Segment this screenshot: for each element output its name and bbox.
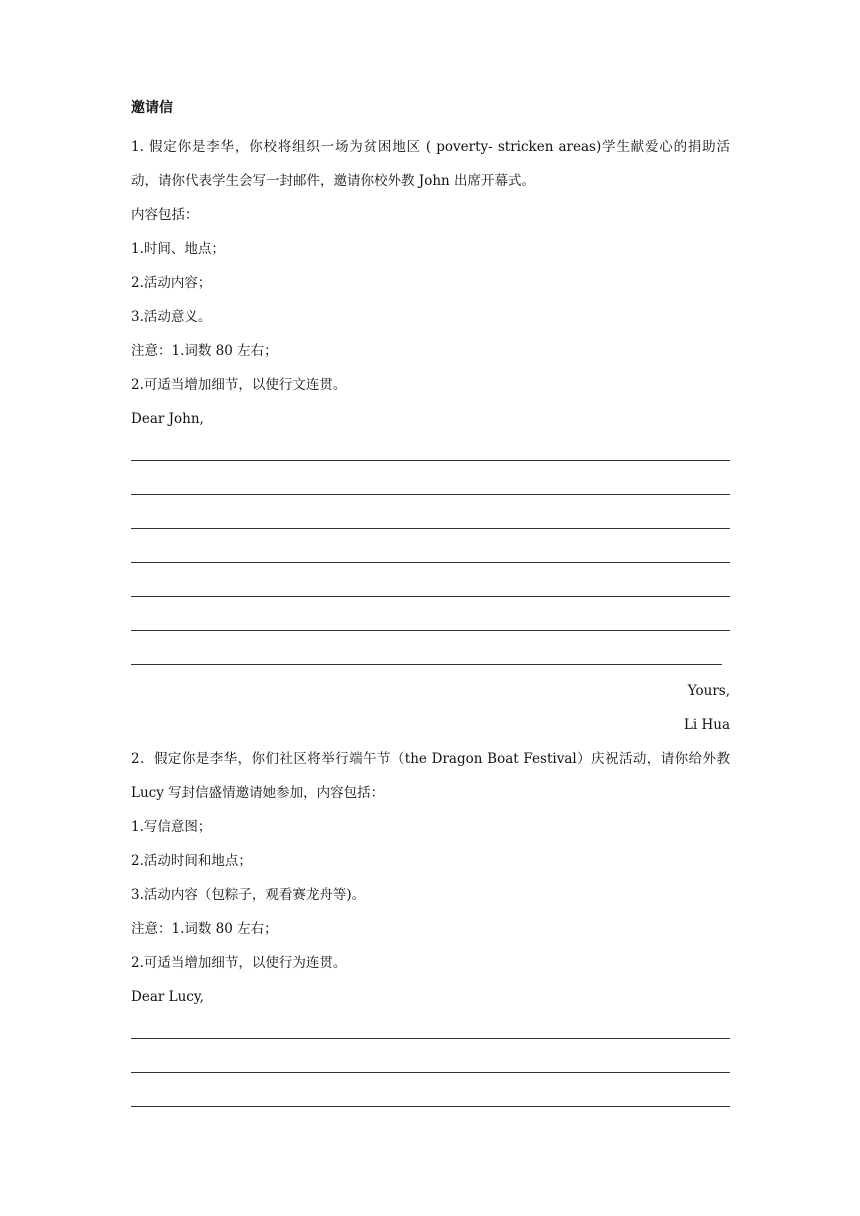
- q2-point-2: 2.活动时间和地点；: [131, 853, 252, 869]
- q2-point-3: 3.活动内容（包粽子，观看赛龙舟等)。: [131, 887, 366, 903]
- q1-signature: Li Hua: [683, 717, 730, 733]
- writing-line[interactable]: [131, 640, 730, 674]
- q1-point-3: 3.活动意义。: [131, 309, 212, 325]
- q1-salutation: Dear John,: [131, 411, 204, 427]
- document-page: [131, 98, 730, 1116]
- q1-note-2: 2.可适当增加细节，以使行文连贯。: [131, 377, 347, 393]
- writing-line[interactable]: [131, 572, 730, 606]
- q2-note-2: 2.可适当增加细节，以使行为连贯。: [131, 955, 347, 971]
- q2-salutation: Dear Lucy,: [131, 989, 204, 1005]
- q2-point-1: 1.写信意图；: [131, 819, 212, 835]
- writing-line[interactable]: [131, 606, 730, 640]
- q2-writing-lines[interactable]: [131, 1014, 730, 1116]
- q1-point-1: 1.时间、地点；: [131, 241, 225, 257]
- q1-point-2: 2.活动内容；: [131, 275, 212, 291]
- q1-writing-lines[interactable]: [131, 436, 730, 674]
- q1-note-1: 注意：1.词数 80 左右；: [131, 343, 278, 359]
- writing-line[interactable]: [131, 1082, 730, 1116]
- writing-line[interactable]: [131, 504, 730, 538]
- q2-note-1: 注意：1.词数 80 左右；: [131, 921, 278, 937]
- q2-prompt: 2．假定你是李华，你们社区将举行端午节（the Dragon Boat Festival）庆祝活动，请你给外教 Lucy 写封信盛情邀请她参加，内容包括：: [131, 751, 730, 801]
- writing-line[interactable]: [131, 1014, 730, 1048]
- q1-closing: Yours,: [687, 683, 730, 699]
- q1-prompt: 1. 假定你是李华，你校将组织一场为贫困地区 ( poverty- stricken areas)学生献爱心的捐助活动，请你代表学生会写一封邮件，邀请你校外教 John 出席开幕式。: [131, 139, 730, 189]
- writing-line[interactable]: [131, 538, 730, 572]
- q1-content-intro: 内容包括：: [131, 207, 199, 223]
- writing-line[interactable]: [131, 436, 730, 470]
- writing-line[interactable]: [131, 470, 730, 504]
- writing-line[interactable]: [131, 1048, 730, 1082]
- document-title: 邀请信: [131, 100, 173, 116]
